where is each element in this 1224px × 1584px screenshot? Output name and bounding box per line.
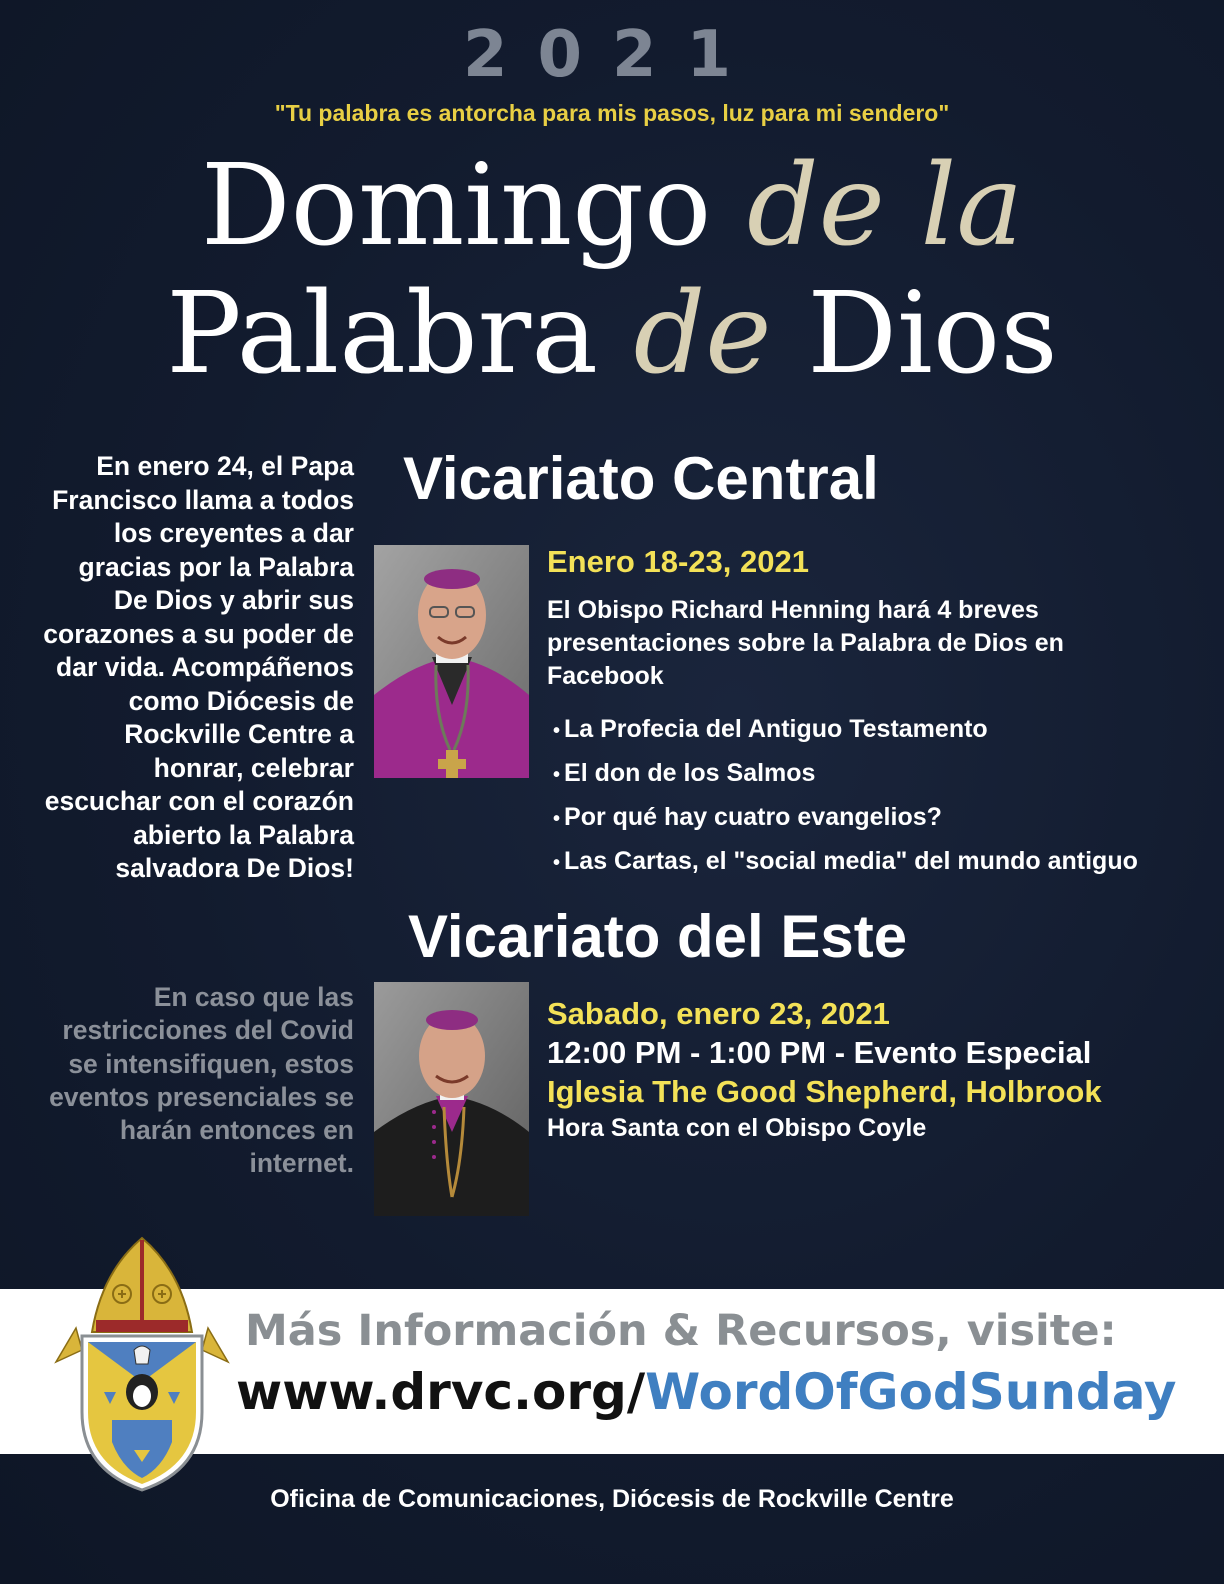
footer-credit: Oficina de Comunicaciones, Diócesis de Rockville Centre (270, 1485, 954, 1513)
topic-label: Las Cartas, el "social media" del mundo antiguo (564, 847, 1138, 875)
topic-label: La Profecia del Antiguo Testamento (564, 715, 988, 743)
east-event-date: Sabado, enero 23, 2021 (547, 996, 890, 1031)
title-accent-de: de (633, 269, 772, 399)
scripture-quote: "Tu palabra es antorcha para mis pasos, luz para mi sendero" (274, 100, 950, 126)
bishop-coyle-photo (374, 982, 529, 1216)
east-event-note: Hora Santa con el Obispo Coyle (547, 1114, 927, 1142)
title-word-dios: Dios (807, 269, 1058, 399)
central-event-date: Enero 18-23, 2021 (547, 544, 809, 579)
central-topic-list (553, 708, 1193, 884)
intro-paragraph: En enero 24, el Papa Francisco llama a todos los creyentes a dar gracias por la Palabra De Dios y abrir sus corazones a su poder de dar vida. Acompáñenos como Diócesis de Rockville Centre a honrar, celebrar escuchar con el corazón abierto la Palabra salvadora De Dios! (43, 451, 354, 883)
central-vicariate-heading: Vicariato Central (403, 445, 879, 512)
east-event-time: 12:00 PM - 1:00 PM - Evento Especial (547, 1035, 1092, 1070)
bullet-icon: • (553, 852, 561, 874)
central-event-description: El Obispo Richard Henning hará 4 breves presentaciones sobre la Palabra de Dios en Facebook (547, 596, 1064, 690)
website-domain[interactable]: www.drvc.org/ (236, 1363, 646, 1421)
list-item (553, 752, 1193, 796)
topic-label: El don de los Salmos (564, 759, 816, 787)
covid-note: En caso que las restricciones del Covid se intensifiquen, estos eventos presenciales se harán entonces en internet. (49, 982, 354, 1179)
east-event-place: Iglesia The Good Shepherd, Holbrook (547, 1074, 1102, 1109)
bishop-henning-photo (374, 545, 529, 778)
main-title-line-1 (0, 141, 1224, 271)
bullet-icon: • (553, 808, 561, 830)
diocese-crest-icon (52, 1232, 232, 1494)
year-heading: 2021 (462, 18, 762, 92)
list-item (553, 796, 1193, 840)
website-path[interactable]: WordOfGodSunday (645, 1363, 1177, 1421)
title-word-palabra: Palabra (166, 269, 598, 399)
bullet-icon: • (553, 720, 561, 742)
list-item (553, 708, 1193, 752)
info-banner-heading: Más Información & Recursos, visite: (245, 1306, 1117, 1356)
title-accent-de-la: de la (746, 141, 1024, 271)
east-vicariate-heading: Vicariato del Este (408, 903, 908, 970)
bullet-icon: • (553, 764, 561, 786)
topic-label: Por qué hay cuatro evangelios? (564, 803, 942, 831)
list-item (553, 840, 1193, 884)
website-link[interactable] (236, 1363, 1177, 1421)
title-word-domingo: Domingo (200, 141, 712, 271)
main-title-line-2 (0, 269, 1224, 399)
